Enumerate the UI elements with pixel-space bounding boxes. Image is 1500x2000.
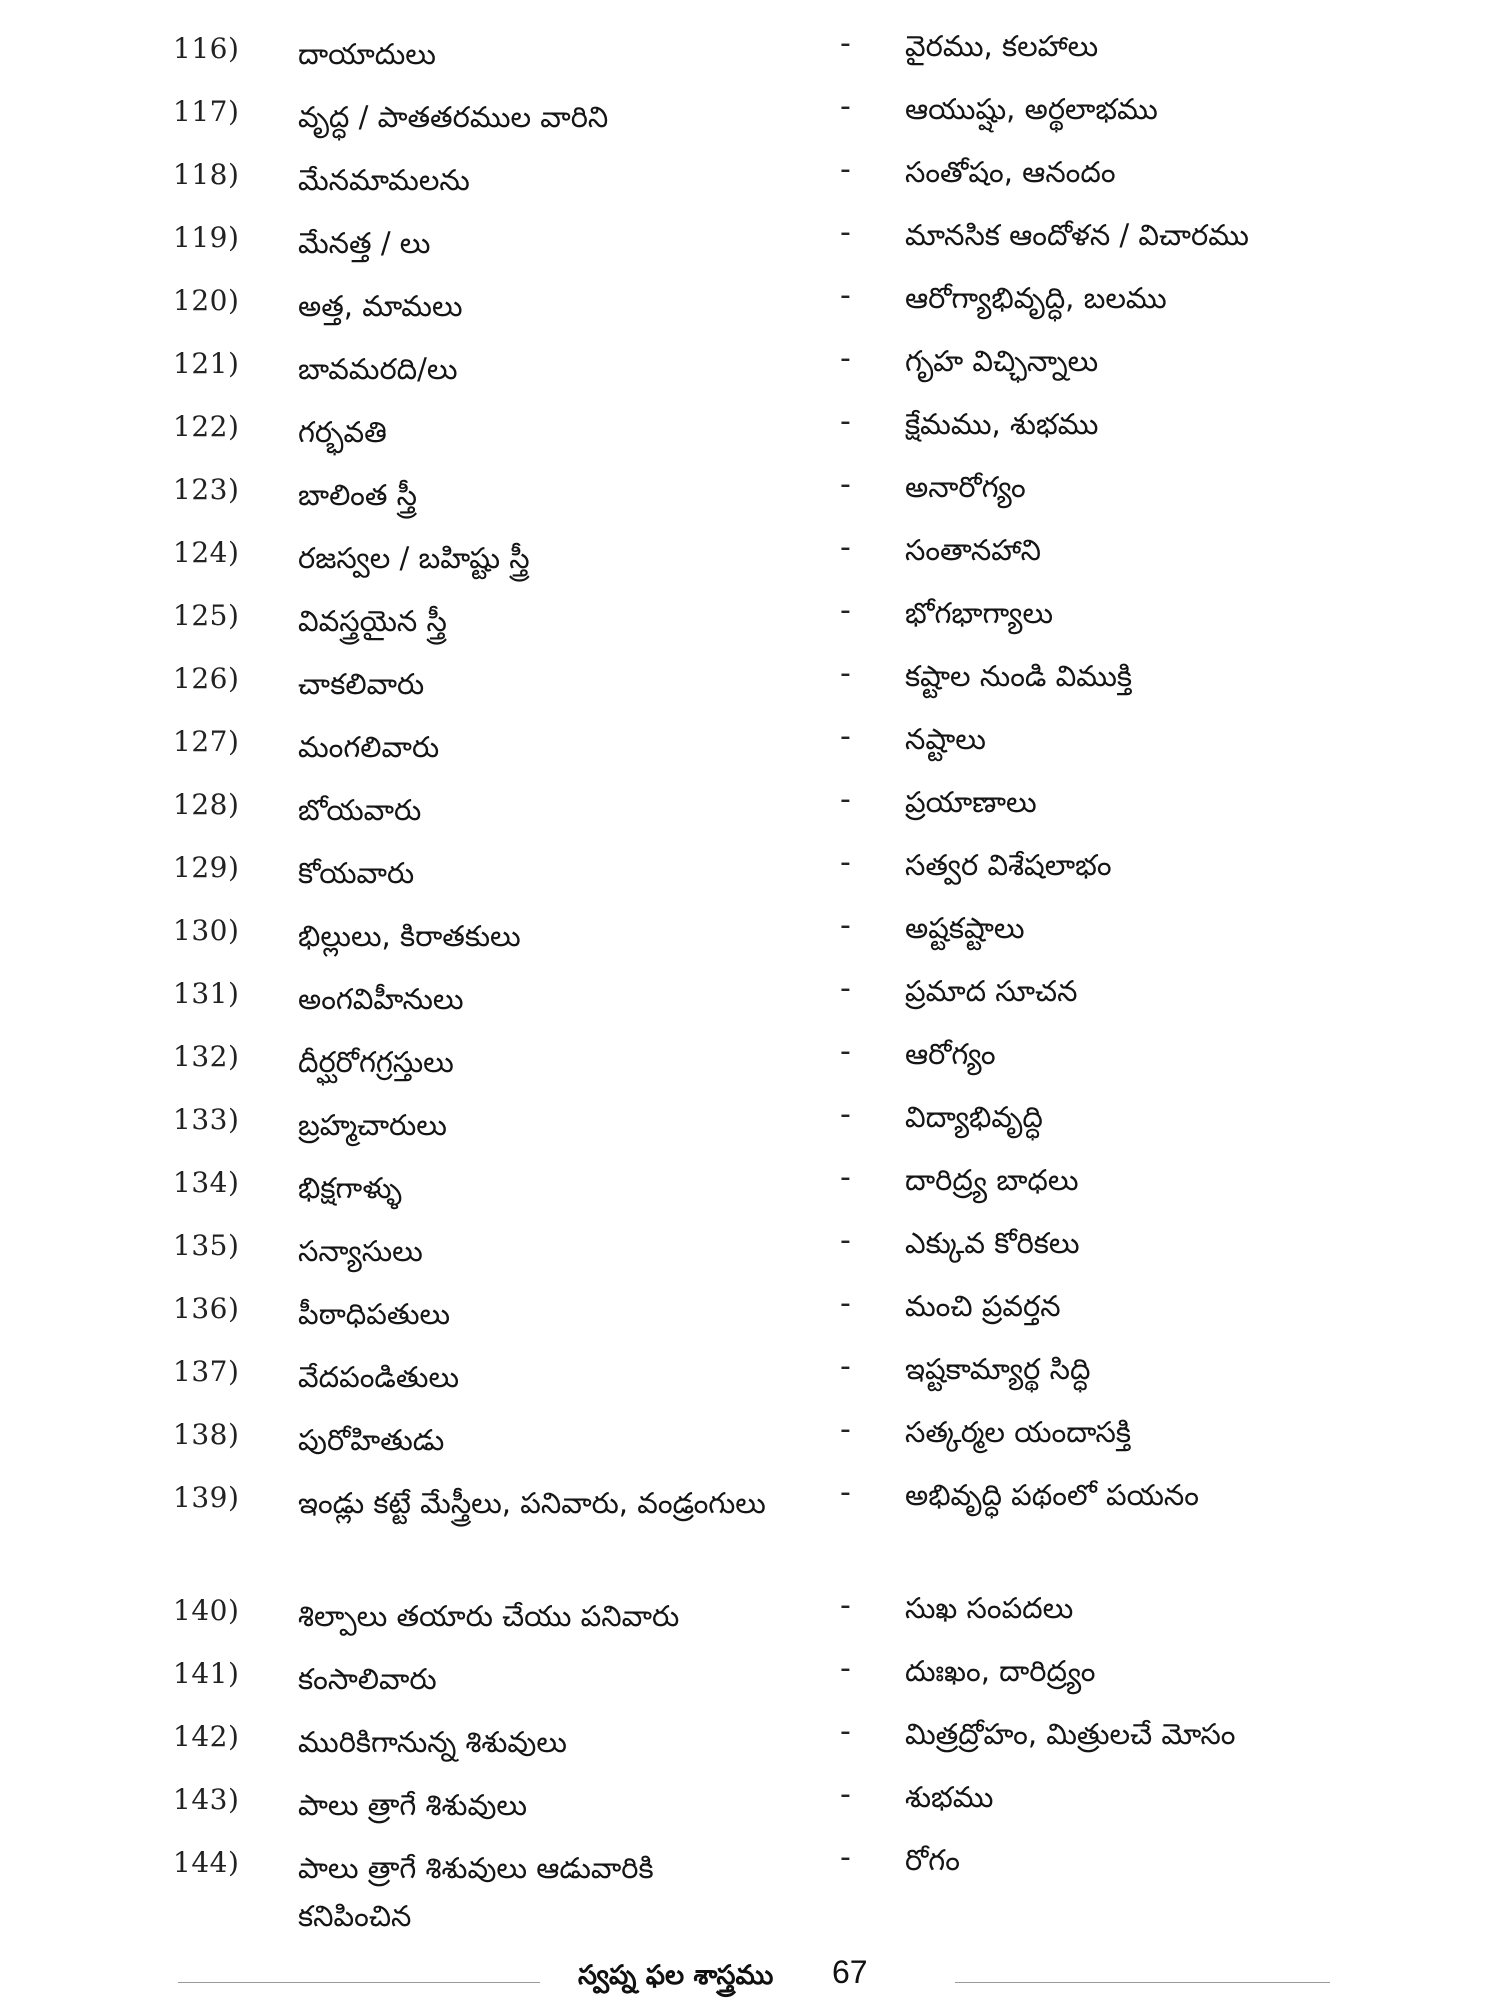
entry-number: 135)	[173, 1229, 240, 1262]
entry-row	[0, 965, 1500, 1028]
entry-separator: -	[840, 1097, 851, 1132]
entry-row	[0, 1091, 1500, 1154]
entry-row	[0, 1771, 1500, 1834]
entry-row	[0, 461, 1500, 524]
entry-row	[0, 776, 1500, 839]
entry-number: 128)	[173, 788, 240, 821]
entry-row	[0, 524, 1500, 587]
entry-separator: -	[840, 278, 851, 313]
entry-term: పాలు త్రాగే శిశువులు ఆడువారికి కనిపించిన	[298, 1851, 654, 1933]
entry-number: 129)	[173, 851, 240, 884]
page-footer	[0, 1950, 1500, 2000]
entry-term: మురికిగానున్న శిశువులు	[298, 1725, 567, 1759]
entry-row	[0, 146, 1500, 209]
entry-row	[0, 1406, 1500, 1469]
footer-rule-left	[178, 1982, 540, 1983]
entry-number: 116)	[173, 32, 240, 65]
entry-meaning: ప్రమాద సూచన	[905, 974, 1078, 1008]
entry-meaning: ఆయుష్షు, అర్థలాభము	[905, 92, 1158, 126]
entry-term: బాలింత స్త్రీ	[298, 478, 417, 512]
book-title: స్వప్న ఫల శాస్త్రము	[578, 1960, 774, 1991]
entry-term: వృద్ధ / పాతతరముల వారిని	[298, 100, 609, 134]
entry-row	[0, 1469, 1500, 1582]
entry-term: శిల్పాలు తయారు చేయు పనివారు	[298, 1599, 680, 1633]
entry-row	[0, 1708, 1500, 1771]
entry-separator: -	[840, 1034, 851, 1069]
entry-number: 138)	[173, 1418, 240, 1451]
entry-number: 121)	[173, 347, 240, 380]
entry-number: 140)	[173, 1594, 240, 1627]
entry-separator: -	[840, 908, 851, 943]
entry-separator: -	[840, 1840, 851, 1875]
entry-separator: -	[840, 341, 851, 376]
entry-term: వేదపండితులు	[298, 1360, 460, 1394]
entry-row	[0, 335, 1500, 398]
entry-separator: -	[840, 1475, 851, 1510]
entry-row	[0, 902, 1500, 965]
entry-meaning: సుఖ సంపదలు	[905, 1591, 1074, 1625]
entry-separator: -	[840, 845, 851, 880]
entry-row	[0, 839, 1500, 902]
entry-row	[0, 398, 1500, 461]
entry-row	[0, 20, 1500, 83]
entry-row	[0, 1154, 1500, 1217]
entry-term: అత్త, మామలు	[298, 289, 463, 323]
entry-meaning: అభివృద్ధి పథంలో పయనం	[905, 1478, 1199, 1512]
entry-meaning: మానసిక ఆందోళన / విచారము	[905, 218, 1249, 252]
entry-list	[0, 20, 1500, 1947]
entry-number: 139)	[173, 1481, 240, 1514]
entry-row	[0, 1343, 1500, 1406]
entry-meaning: దుఃఖం, దారిద్ర్యం	[905, 1654, 1096, 1688]
page-number: 67	[832, 1954, 868, 1990]
entry-term: మేనత్త / లు	[298, 226, 431, 260]
entry-number: 144)	[173, 1846, 240, 1879]
entry-term: ఇండ్లు కట్టే మేస్త్రీలు, పనివారు, వండ్రంగులు	[298, 1486, 766, 1520]
entry-term: బోయవారు	[298, 793, 422, 827]
entry-meaning: కష్టాల నుండి విముక్తి	[905, 659, 1133, 693]
entry-meaning: శుభము	[905, 1780, 994, 1814]
entry-number: 133)	[173, 1103, 240, 1136]
entry-separator: -	[840, 971, 851, 1006]
entry-separator: -	[840, 1286, 851, 1321]
entry-row	[0, 209, 1500, 272]
entry-term: పీఠాధిపతులు	[298, 1297, 451, 1331]
entry-term: సన్యాసులు	[298, 1234, 423, 1268]
entry-meaning: సత్కర్మల యందాసక్తి	[905, 1415, 1131, 1449]
entry-separator: -	[840, 404, 851, 439]
entry-separator: -	[840, 656, 851, 691]
entry-separator: -	[840, 1160, 851, 1195]
entry-number: 125)	[173, 599, 240, 632]
entry-number: 134)	[173, 1166, 240, 1199]
entry-row	[0, 1028, 1500, 1091]
entry-term: పురోహితుడు	[298, 1423, 445, 1457]
entry-separator: -	[840, 26, 851, 61]
entry-row	[0, 1834, 1500, 1947]
entry-meaning: క్షేమము, శుభము	[905, 407, 1099, 441]
entry-meaning: మంచి ప్రవర్తన	[905, 1289, 1061, 1323]
entry-term: దీర్ఘరోగగ్రస్తులు	[298, 1045, 454, 1079]
entry-meaning: సత్వర విశేషలాభం	[905, 848, 1112, 882]
entry-number: 122)	[173, 410, 240, 443]
entry-separator: -	[840, 152, 851, 187]
entry-row	[0, 272, 1500, 335]
entry-term: బావమరది/లు	[298, 352, 458, 386]
entry-row	[0, 650, 1500, 713]
entry-meaning: అనారోగ్యం	[905, 470, 1026, 504]
entry-row	[0, 713, 1500, 776]
entry-separator: -	[840, 467, 851, 502]
entry-row	[0, 1582, 1500, 1645]
entry-meaning: ప్రయాణాలు	[905, 785, 1037, 819]
entry-meaning: నష్టాలు	[905, 722, 986, 756]
entry-number: 141)	[173, 1657, 240, 1690]
entry-term: కోయవారు	[298, 856, 415, 890]
entry-meaning: సంతోషం, ఆనందం	[905, 155, 1116, 189]
entry-separator: -	[840, 782, 851, 817]
entry-term: గర్భవతి	[298, 415, 387, 449]
entry-number: 118)	[173, 158, 240, 191]
entry-separator: -	[840, 1714, 851, 1749]
entry-meaning: దారిద్ర్య బాధలు	[905, 1163, 1079, 1197]
entry-number: 127)	[173, 725, 240, 758]
entry-meaning: విద్యాభివృద్ధి	[905, 1100, 1043, 1134]
entry-separator: -	[840, 89, 851, 124]
entry-number: 124)	[173, 536, 240, 569]
entry-separator: -	[840, 593, 851, 628]
entry-separator: -	[840, 215, 851, 250]
entry-row	[0, 587, 1500, 650]
entry-number: 126)	[173, 662, 240, 695]
entry-number: 143)	[173, 1783, 240, 1816]
entry-number: 117)	[173, 95, 240, 128]
entry-term: భిల్లులు, కిరాతకులు	[298, 919, 521, 953]
entry-separator: -	[840, 1651, 851, 1686]
entry-meaning: గృహ విచ్ఛిన్నాలు	[905, 344, 1099, 378]
entry-number: 130)	[173, 914, 240, 947]
entry-number: 120)	[173, 284, 240, 317]
entry-separator: -	[840, 719, 851, 754]
entry-term: భిక్షగాళ్ళు	[298, 1171, 402, 1205]
entry-separator: -	[840, 1588, 851, 1623]
entry-meaning: ఆరోగ్యాభివృద్ధి, బలము	[905, 281, 1167, 315]
entry-meaning: సంతానహాని	[905, 533, 1041, 567]
entry-meaning: వైరము, కలహాలు	[905, 29, 1099, 63]
entry-separator: -	[840, 530, 851, 565]
entry-number: 119)	[173, 221, 240, 254]
entry-row	[0, 1217, 1500, 1280]
entry-number: 137)	[173, 1355, 240, 1388]
entry-meaning: ఎక్కువ కోరికలు	[905, 1226, 1080, 1260]
entry-separator: -	[840, 1223, 851, 1258]
entry-term: మంగలివారు	[298, 730, 440, 764]
footer-rule-right	[955, 1982, 1330, 1983]
entry-separator: -	[840, 1349, 851, 1384]
entry-meaning: ఇష్టకామ్యార్థ సిద్ధి	[905, 1352, 1091, 1386]
entry-number: 131)	[173, 977, 240, 1010]
entry-number: 136)	[173, 1292, 240, 1325]
entry-term: మేనమామలను	[298, 163, 470, 197]
entry-row	[0, 1280, 1500, 1343]
entry-separator: -	[840, 1777, 851, 1812]
entry-term: అంగవిహీనులు	[298, 982, 464, 1016]
entry-term: పాలు త్రాగే శిశువులు	[298, 1788, 528, 1822]
entry-meaning: ఆరోగ్యం	[905, 1037, 996, 1071]
entry-number: 142)	[173, 1720, 240, 1753]
entry-term: చాకలివారు	[298, 667, 425, 701]
entry-term: బ్రహ్మచారులు	[298, 1108, 447, 1142]
entry-meaning: రోగం	[905, 1843, 960, 1877]
entry-meaning: మిత్రద్రోహం, మిత్రులచే మోసం	[905, 1717, 1236, 1751]
entry-number: 123)	[173, 473, 240, 506]
entry-term: రజస్వల / బహిష్టు స్త్రీ	[298, 541, 530, 575]
entry-row	[0, 1645, 1500, 1708]
entry-term: దాయాదులు	[298, 37, 436, 71]
entry-separator: -	[840, 1412, 851, 1447]
entry-meaning: భోగభాగ్యాలు	[905, 596, 1054, 630]
entry-term: కంసాలివారు	[298, 1662, 437, 1696]
entry-meaning: అష్టకష్టాలు	[905, 911, 1025, 945]
entry-term: వివస్త్రయైన స్త్రీ	[298, 604, 447, 638]
entry-row	[0, 83, 1500, 146]
entry-number: 132)	[173, 1040, 240, 1073]
